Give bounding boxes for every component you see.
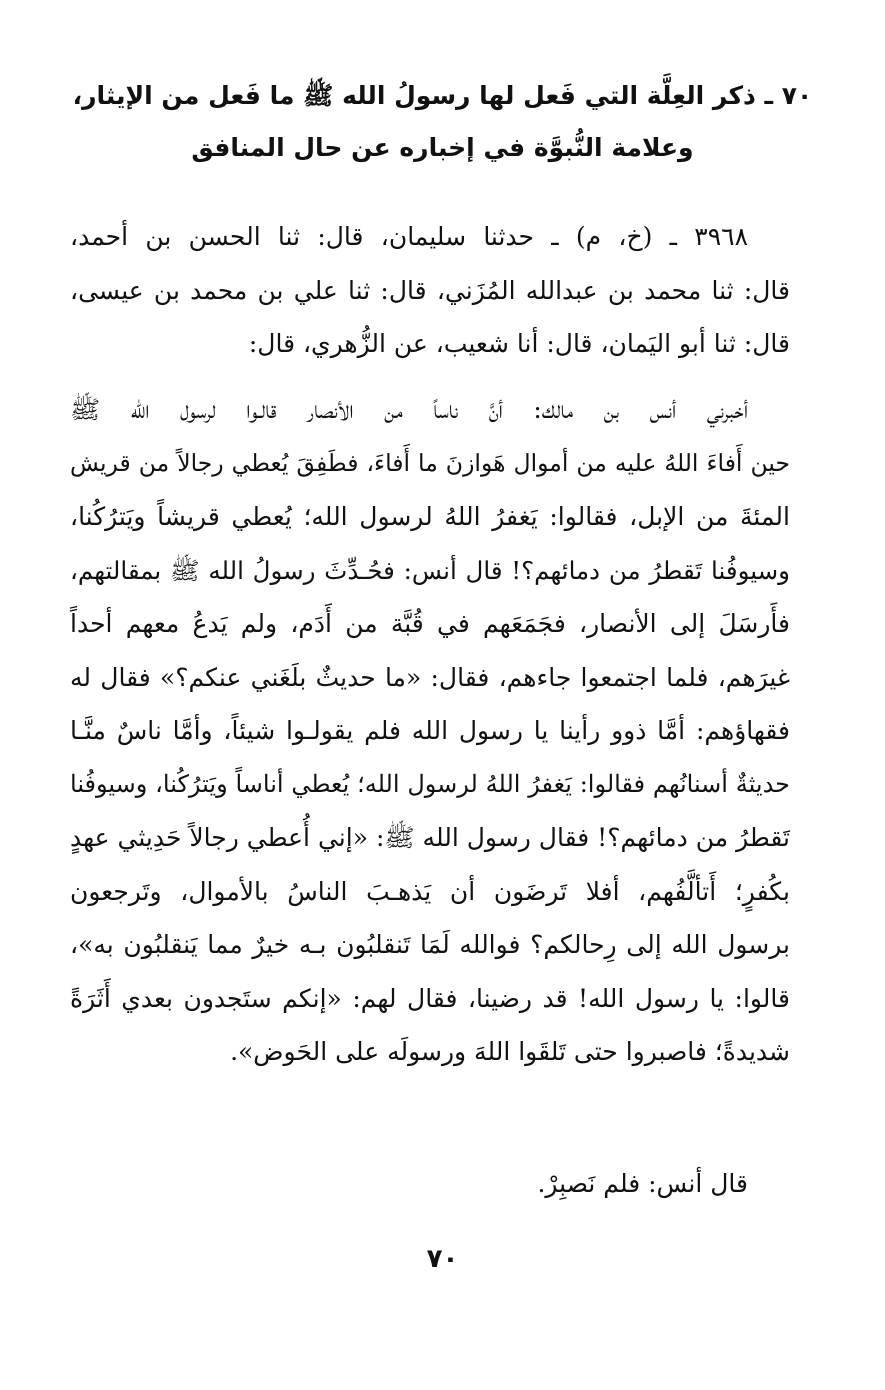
matn-line: حديثةٌ أسنانُهم فقالوا: يَغفرُ اللهُ لرسول الله؛ يُعطي أناساً ويَترُكُنا، وسيوفُنا bbox=[70, 769, 790, 798]
matn-line: قالوا: يا رسول الله! قد رضينا، فقال لهم: «إنكم ستَجدون بعدي أَثَرَةً bbox=[70, 983, 790, 1013]
chapter-heading bbox=[70, 70, 815, 174]
hadith-isnad bbox=[70, 210, 790, 371]
isnad-line: قال: ثنا محمد بن عبدالله المُزَني، قال: ثنا علي بن محمد بن عيسى، bbox=[70, 275, 790, 305]
hadith-matn bbox=[70, 383, 790, 1079]
matn-line: المئةَ من الإبل، فقالوا: يَغفرُ اللهُ لرسول الله؛ يُعطي قريشاً ويَترُكُنا، bbox=[70, 502, 790, 531]
chapter-heading-line-2: وعلامة النُّبوَّة في إخباره عن حال المنافق bbox=[191, 133, 694, 162]
matn-line: أخبرني أنس بن مالك: أنَّ ناساً من الأنصار قالـوا لرسول الله ﷺ bbox=[70, 395, 748, 424]
isnad-line: ٣٩٦٨ ـ (خ، م) ـ حدثنا سليمان، قال: ثنا الحسن بن أحمد، bbox=[70, 222, 748, 251]
matn-line: شديدةً؛ فاصبروا حتى تَلقَوا اللهَ ورسولَه على الحَوض». bbox=[230, 1037, 790, 1066]
closing-line: قال أنس: فلم نَصبِرْ. bbox=[537, 1169, 748, 1198]
isnad-line: قال: ثنا أبو اليَمان، قال: أنا شعيب، عن الزُّهري، قال: bbox=[248, 329, 790, 358]
matn-line: فأَرسَلَ إلى الأنصار، فجَمَعَهم في قُبَّة من أَدَم، ولم يَدعُ معهم أحداً bbox=[70, 609, 790, 638]
matn-line: وسيوفُنا تَقطرُ من دمائهم؟! قال أنس: فحُـدِّثَ رسولُ الله ﷺ بمقالتهم، bbox=[70, 555, 790, 585]
matn-line: حين أَفاءَ اللهُ عليه من أموال هَوازنَ ما أَفاءَ، فطَفِقَ يُعطي رجالاً من قريش bbox=[70, 448, 790, 477]
matn-line: فقهاؤهم: أمَّا ذوو رأينا يا رسول الله فلم يقولـوا شيئاً، وأمَّا ناسٌ منَّـا bbox=[70, 716, 790, 745]
chapter-heading-line-1: ٧٠ ـ ذكر العِلَّة التي فَعل لها رسولُ الله ﷺ ما فَعل من الإيثار، bbox=[72, 81, 813, 110]
matn-line: غيرَهم، فلما اجتمعوا جاءهم، فقال: «ما حديثٌ بلَغَني عنكم؟» فقال له bbox=[70, 662, 790, 692]
matn-line: تَقطرُ من دمائهم؟! فقال رسول الله ﷺ: «إني أُعطي رجالاً حَدِيثي عهدٍ bbox=[70, 823, 790, 852]
closing-statement bbox=[70, 1157, 790, 1211]
page-number: ٧٠ bbox=[426, 1244, 459, 1274]
matn-line: برسول الله إلى رِحالكم؟ فوالله لَمَا تَنقلبُون بـه خيرٌ مما يَنقلبُون به»، bbox=[70, 930, 790, 959]
matn-line: بكُفرٍ؛ أَتألَّفُهم، أفلا تَرضَون أن يَذهـبَ الناسُ بالأموال، وتَرجعون bbox=[70, 876, 790, 906]
